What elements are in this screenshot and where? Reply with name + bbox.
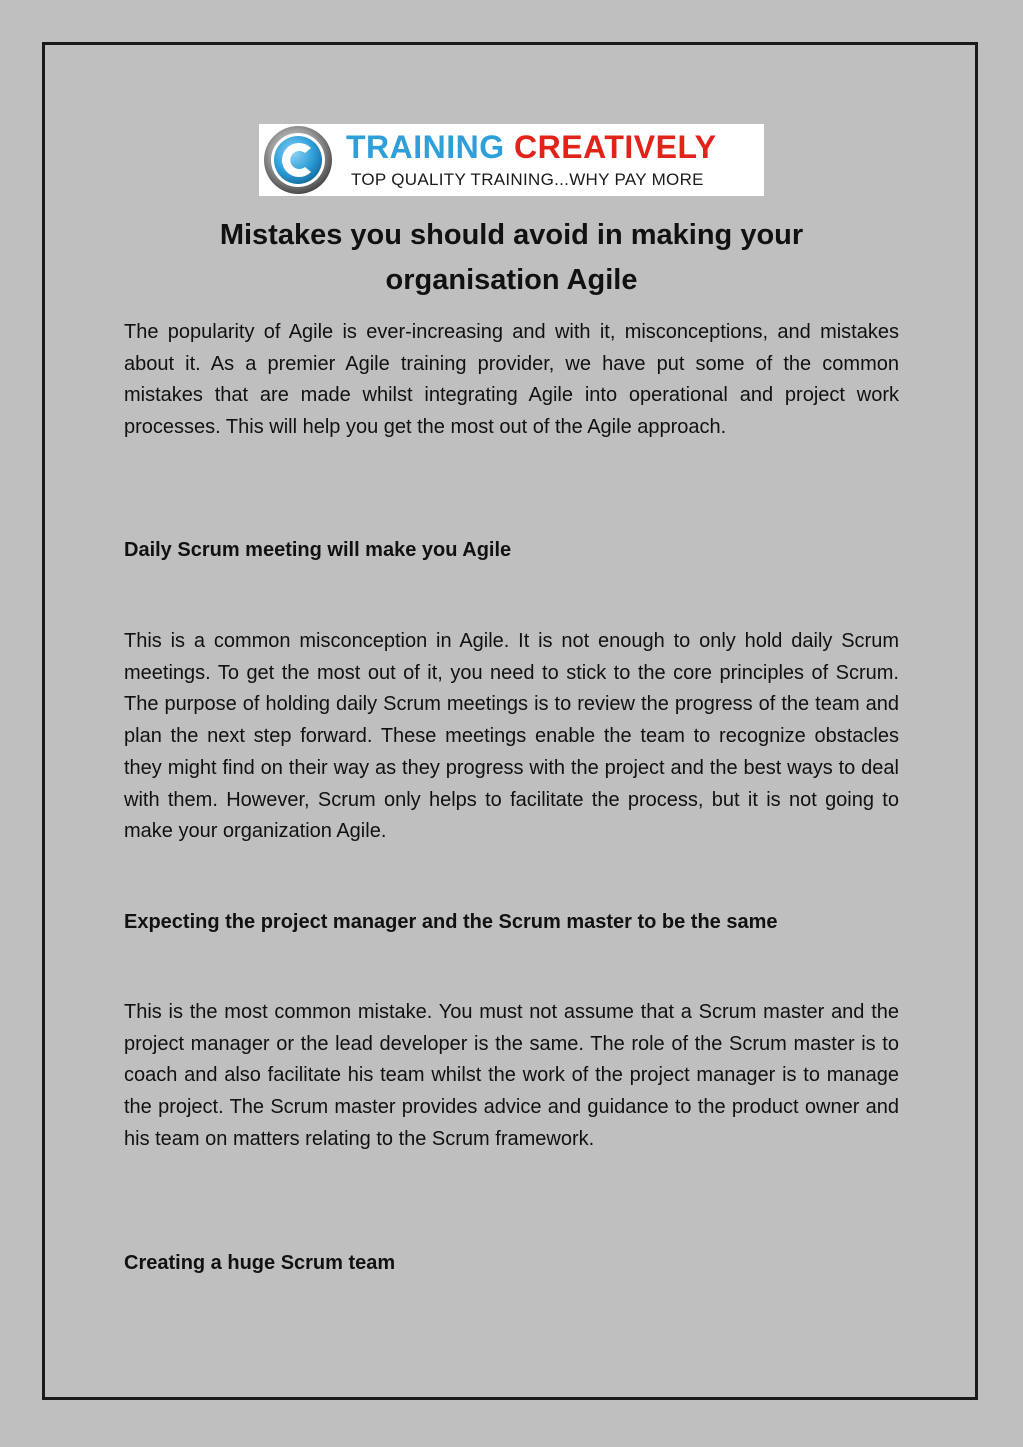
intro-paragraph: The popularity of Agile is ever-increasing and with it, misconceptions, and mistakes about it. As a premier Agile training provider, we have put some of the common mistakes that are made whilst integrating Agile into operational and project work processes. This will help you get the most out of the Agile approach. — [124, 321, 899, 439]
section-heading-project-manager: Expecting the project manager and the Scrum master to be the same — [124, 911, 778, 933]
training-creatively-logo — [259, 124, 764, 196]
logo-brand-word-creatively: CREATIVELY — [514, 129, 717, 165]
page-title-line-1: Mistakes you should avoid in making your — [219, 219, 804, 251]
section-body-daily-scrum: This is a common misconception in Agile. It is not enough to only hold daily Scrum meetings. To get the most out of it, you need to stick to the core principles of Scrum. The purpose of holding daily Scrum meetings is to review the progress of the team and plan the next step forward. These meetings enable the team to recognize obstacles they might find on their way as they progress with the project and the best ways to deal with them. However, Scrum only helps to facilitate the process, but it is not going to make your organization Agile. — [124, 630, 899, 843]
logo-tagline: TOP QUALITY TRAINING...WHY PAY MORE — [351, 170, 704, 189]
logo-brand-name — [346, 128, 716, 166]
page-title — [124, 213, 899, 303]
logo-brand-word-training: TRAINING — [346, 129, 505, 165]
section-body-project-manager: This is the most common mistake. You must not assume that a Scrum master and the project manager or the lead developer is the same. The role of the Scrum master is to coach and also facilitate his team whilst the work of the project manager is to manage the project. The Scrum master provides advice and guidance to the product owner and his team on matters relating to the Scrum framework. — [124, 1001, 899, 1150]
page-title-line-2: organisation Agile — [385, 264, 638, 296]
section-heading-huge-team: Creating a huge Scrum team — [124, 1252, 396, 1274]
section-heading-daily-scrum: Daily Scrum meeting will make you Agile — [124, 539, 512, 561]
logo-c-emblem-icon — [261, 124, 335, 196]
